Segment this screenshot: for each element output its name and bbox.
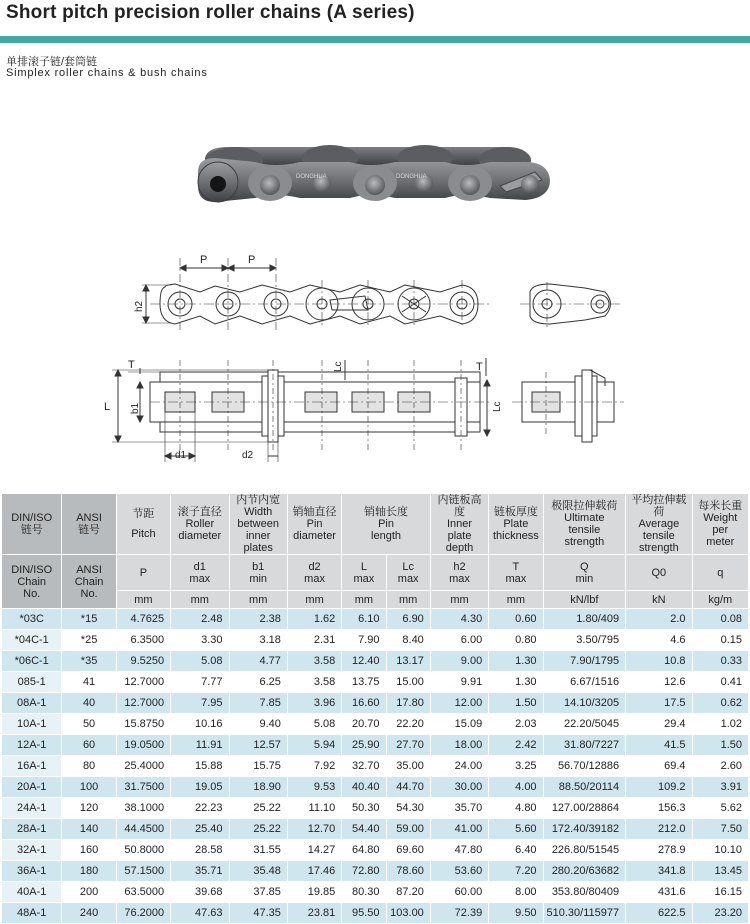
table-cell: 4.77 — [229, 651, 287, 672]
table-cell: 69.4 — [626, 756, 692, 777]
table-cell: 31.7500 — [116, 777, 170, 798]
table-cell: 10A-1 — [2, 714, 62, 735]
table-cell: 140 — [62, 819, 116, 840]
subtitle-english: Simplex roller chains & bush chains — [6, 67, 208, 79]
dim-label-lc1: Lc — [333, 361, 344, 372]
unit-average: kN — [626, 591, 692, 609]
table-cell: 80 — [62, 756, 116, 777]
table-cell: 41.5 — [626, 735, 692, 756]
table-cell: 0.33 — [692, 651, 748, 672]
table-cell: 12.7000 — [116, 672, 170, 693]
sym-average: Q0 — [626, 555, 692, 591]
dim-label-p1: P — [200, 254, 208, 266]
table-cell: 5.08 — [171, 651, 229, 672]
table-cell: 156.3 — [626, 798, 692, 819]
header-roller-diameter: 滚子直径 Roller diameter — [171, 494, 229, 555]
table-cell: 0.41 — [692, 672, 748, 693]
table-cell: 48A-1 — [2, 903, 62, 924]
table-cell: 78.60 — [386, 861, 430, 882]
table-cell: 120 — [62, 798, 116, 819]
table-cell: 3.91 — [692, 777, 748, 798]
table-cell: 20A-1 — [2, 777, 62, 798]
table-cell: 54.30 — [386, 798, 430, 819]
end-plan-view-drawing — [512, 370, 624, 442]
table-row — [2, 651, 749, 672]
table-cell: 12.00 — [430, 693, 488, 714]
table-cell: 5.62 — [692, 798, 748, 819]
table-cell: 7.95 — [171, 693, 229, 714]
sym-width: b1 min — [229, 555, 287, 591]
sym-weight: q — [692, 555, 748, 591]
header-average-strength: 平均拉伸载荷 Average tensile strength — [626, 494, 692, 555]
table-cell: 24A-1 — [2, 798, 62, 819]
sym-plate: T max — [489, 555, 543, 591]
table-cell: 10.16 — [171, 714, 229, 735]
table-cell: 1.50 — [692, 735, 748, 756]
table-cell: 47.35 — [229, 903, 287, 924]
table-cell: 212.0 — [626, 819, 692, 840]
table-cell: 3.18 — [229, 630, 287, 651]
sym-lc: Lc max — [386, 555, 430, 591]
table-cell: 22.23 — [171, 798, 229, 819]
table-cell: 11.91 — [171, 735, 229, 756]
table-cell: 5.08 — [287, 714, 341, 735]
table-cell: 2.03 — [489, 714, 543, 735]
table-cell: 95.50 — [342, 903, 386, 924]
table-cell: 88.50/20114 — [543, 777, 626, 798]
dim-label-d2: d2 — [242, 450, 254, 461]
table-cell: 40A-1 — [2, 882, 62, 903]
table-cell: 13.45 — [692, 861, 748, 882]
table-cell: 59.00 — [386, 819, 430, 840]
table-cell: 64.80 — [342, 840, 386, 861]
table-cell: 6.40 — [489, 840, 543, 861]
header-row-names — [2, 494, 749, 555]
table-cell: 1.30 — [489, 672, 543, 693]
table-cell: 8.00 — [489, 882, 543, 903]
table-cell: 32A-1 — [2, 840, 62, 861]
table-row — [2, 714, 749, 735]
table-row — [2, 756, 749, 777]
table-cell: 16A-1 — [2, 756, 62, 777]
table-cell: 14.27 — [287, 840, 341, 861]
table-cell: 12.6 — [626, 672, 692, 693]
dim-label-h2: h2 — [134, 300, 145, 312]
photo-brand-mark: DONGHUA — [296, 174, 327, 180]
table-row — [2, 840, 749, 861]
header-din-cn: DIN/ISO 链号 — [2, 494, 62, 555]
unit-l: mm — [342, 591, 386, 609]
table-cell: 31.80/7227 — [543, 735, 626, 756]
table-row — [2, 861, 749, 882]
table-cell: 57.1500 — [116, 861, 170, 882]
table-cell: 1.02 — [692, 714, 748, 735]
table-cell: 280.20/63682 — [543, 861, 626, 882]
table-cell: 28A-1 — [2, 819, 62, 840]
table-cell: 47.80 — [430, 840, 488, 861]
table-cell: 7.90/1795 — [543, 651, 626, 672]
table-cell: 25.22 — [229, 798, 287, 819]
header-pin-diameter: 销轴直径 Pin diameter — [287, 494, 341, 555]
dim-label-t2: T — [476, 361, 483, 373]
sym-l: L max — [342, 555, 386, 591]
table-cell: 18.00 — [430, 735, 488, 756]
table-cell: 37.85 — [229, 882, 287, 903]
unit-plate: mm — [489, 591, 543, 609]
table-cell: 9.5250 — [116, 651, 170, 672]
table-cell: 3.58 — [287, 651, 341, 672]
table-cell: 54.40 — [342, 819, 386, 840]
table-cell: *06C-1 — [2, 651, 62, 672]
table-cell: 1.50 — [489, 693, 543, 714]
table-cell: 27.70 — [386, 735, 430, 756]
table-cell: 7.85 — [229, 693, 287, 714]
table-cell: 13.75 — [342, 672, 386, 693]
table-cell: 17.5 — [626, 693, 692, 714]
header-ultimate-strength: 极限拉伸载荷 Ultimate tensile strength — [543, 494, 626, 555]
table-cell: 2.42 — [489, 735, 543, 756]
unit-width: mm — [229, 591, 287, 609]
table-cell: 31.55 — [229, 840, 287, 861]
table-cell: 25.90 — [342, 735, 386, 756]
table-cell: 60 — [62, 735, 116, 756]
table-cell: 0.62 — [692, 693, 748, 714]
photo-brand-mark-2: DONGHUA — [396, 174, 427, 180]
dim-label-lc2: Lc — [492, 401, 503, 412]
table-cell: 19.0500 — [116, 735, 170, 756]
header-ansi-cn: ANSI 链号 — [62, 494, 116, 555]
header-row-symbols — [2, 555, 749, 591]
unit-inner: mm — [430, 591, 488, 609]
table-row — [2, 819, 749, 840]
table-cell: 4.80 — [489, 798, 543, 819]
table-cell: 16.60 — [342, 693, 386, 714]
spec-table-body — [2, 609, 749, 924]
table-cell: *35 — [62, 651, 116, 672]
header-pin-length: 销轴长度 Pin length — [342, 494, 431, 555]
table-cell: 35.00 — [386, 756, 430, 777]
table-cell: 35.70 — [430, 798, 488, 819]
table-row — [2, 630, 749, 651]
table-cell: 9.00 — [430, 651, 488, 672]
table-cell: *03C — [2, 609, 62, 630]
table-cell: 17.80 — [386, 693, 430, 714]
table-cell: 15.88 — [171, 756, 229, 777]
unit-pitch: mm — [116, 591, 170, 609]
table-cell: 15.75 — [229, 756, 287, 777]
table-cell: 127.00/28864 — [543, 798, 626, 819]
table-row — [2, 735, 749, 756]
sym-pitch: P — [116, 555, 170, 591]
table-cell: 7.90 — [342, 630, 386, 651]
table-row — [2, 798, 749, 819]
table-cell: 63.5000 — [116, 882, 170, 903]
table-cell: 32.70 — [342, 756, 386, 777]
table-cell: 44.4500 — [116, 819, 170, 840]
table-cell: 30.00 — [430, 777, 488, 798]
table-cell: 4.7625 — [116, 609, 170, 630]
table-cell: 1.80/409 — [543, 609, 626, 630]
table-cell: 23.20 — [692, 903, 748, 924]
table-cell: 2.48 — [171, 609, 229, 630]
table-row — [2, 777, 749, 798]
table-cell: 2.0 — [626, 609, 692, 630]
table-cell: 23.81 — [287, 903, 341, 924]
end-view-drawing — [520, 282, 620, 328]
table-cell: 18.90 — [229, 777, 287, 798]
unit-pin: mm — [287, 591, 341, 609]
dim-label-b1: b1 — [130, 402, 141, 414]
table-cell: 3.50/795 — [543, 630, 626, 651]
table-cell: 2.38 — [229, 609, 287, 630]
table-cell: 72.80 — [342, 861, 386, 882]
table-cell: 085-1 — [2, 672, 62, 693]
table-cell: 0.60 — [489, 609, 543, 630]
table-cell: 278.9 — [626, 840, 692, 861]
table-cell: 6.25 — [229, 672, 287, 693]
table-cell: 44.70 — [386, 777, 430, 798]
table-cell: 40 — [62, 693, 116, 714]
table-cell: 12.70 — [287, 819, 341, 840]
table-cell: 53.60 — [430, 861, 488, 882]
table-row — [2, 882, 749, 903]
table-cell: 9.50 — [489, 903, 543, 924]
table-cell: 100 — [62, 777, 116, 798]
page-title: Short pitch precision roller chains (A series) — [6, 2, 415, 23]
table-cell: 7.20 — [489, 861, 543, 882]
table-cell: 353.80/80409 — [543, 882, 626, 903]
table-cell: 6.3500 — [116, 630, 170, 651]
table-cell: 6.67/1516 — [543, 672, 626, 693]
sym-pin: d2 max — [287, 555, 341, 591]
table-cell: 38.1000 — [116, 798, 170, 819]
header-ansi-en: ANSI Chain No. — [62, 555, 116, 609]
table-cell: 510.30/115977 — [543, 903, 626, 924]
table-cell: 20.70 — [342, 714, 386, 735]
table-cell: 103.00 — [386, 903, 430, 924]
table-cell: 50 — [62, 714, 116, 735]
subtitle-chinese: 单排滚子链/套筒链 — [6, 56, 98, 68]
table-cell: 50.8000 — [116, 840, 170, 861]
table-cell: 9.91 — [430, 672, 488, 693]
table-cell: 12.7000 — [116, 693, 170, 714]
spec-table — [1, 493, 749, 924]
plan-view-drawing — [112, 358, 490, 462]
table-cell: 12.57 — [229, 735, 287, 756]
table-cell: 160 — [62, 840, 116, 861]
table-cell: 9.40 — [229, 714, 287, 735]
table-cell: 25.4000 — [116, 756, 170, 777]
table-cell: 0.15 — [692, 630, 748, 651]
table-row — [2, 693, 749, 714]
dim-label-p2: P — [248, 254, 256, 266]
table-cell: 12.40 — [342, 651, 386, 672]
table-cell: 39.68 — [171, 882, 229, 903]
table-cell: 14.10/3205 — [543, 693, 626, 714]
dim-label-d1: d1 — [175, 450, 187, 461]
table-cell: 36A-1 — [2, 861, 62, 882]
table-cell: 13.17 — [386, 651, 430, 672]
table-cell: 109.2 — [626, 777, 692, 798]
table-cell: 15.8750 — [116, 714, 170, 735]
table-cell: 200 — [62, 882, 116, 903]
table-cell: 7.92 — [287, 756, 341, 777]
table-cell: 19.05 — [171, 777, 229, 798]
table-cell: 4.00 — [489, 777, 543, 798]
table-cell: 240 — [62, 903, 116, 924]
table-cell: 3.25 — [489, 756, 543, 777]
table-cell: 35.71 — [171, 861, 229, 882]
table-cell: 40.40 — [342, 777, 386, 798]
table-cell: 28.58 — [171, 840, 229, 861]
header-din-en: DIN/ISO Chain No. — [2, 555, 62, 609]
table-cell: 76.2000 — [116, 903, 170, 924]
header-inner-plate-depth: 内链板高度 Inner plate depth — [430, 494, 488, 555]
table-cell: 0.08 — [692, 609, 748, 630]
table-cell: 10.8 — [626, 651, 692, 672]
table-cell: 6.90 — [386, 609, 430, 630]
table-cell: 6.00 — [430, 630, 488, 651]
table-cell: 29.4 — [626, 714, 692, 735]
table-cell: 41 — [62, 672, 116, 693]
table-cell: 25.40 — [171, 819, 229, 840]
table-cell: 15.00 — [386, 672, 430, 693]
table-cell: 25.22 — [229, 819, 287, 840]
table-cell: 35.48 — [229, 861, 287, 882]
table-cell: 3.30 — [171, 630, 229, 651]
table-cell: 11.10 — [287, 798, 341, 819]
dim-label-t1: T — [128, 359, 135, 371]
table-cell: 24.00 — [430, 756, 488, 777]
table-cell: 08A-1 — [2, 693, 62, 714]
table-cell: 5.94 — [287, 735, 341, 756]
header-pitch: 节距 Pitch — [116, 494, 170, 555]
table-cell: 1.30 — [489, 651, 543, 672]
table-cell: 2.60 — [692, 756, 748, 777]
unit-lc: mm — [386, 591, 430, 609]
table-cell: 3.58 — [287, 672, 341, 693]
dim-label-l: L — [104, 401, 111, 413]
sym-ultimate: Q min — [543, 555, 626, 591]
table-cell: 172.40/39182 — [543, 819, 626, 840]
header-inner-width: 内节内宽 Width between inner plates — [229, 494, 287, 555]
table-cell: 80.30 — [342, 882, 386, 903]
table-cell: 622.5 — [626, 903, 692, 924]
table-cell: 60.00 — [430, 882, 488, 903]
table-cell: *04C-1 — [2, 630, 62, 651]
table-cell: 47.63 — [171, 903, 229, 924]
table-cell: *15 — [62, 609, 116, 630]
table-cell: 56.70/12886 — [543, 756, 626, 777]
table-cell: 1.62 — [287, 609, 341, 630]
table-cell: 6.10 — [342, 609, 386, 630]
header-plate-thickness: 链板厚度 Plate thickness — [489, 494, 543, 555]
table-cell: 226.80/51545 — [543, 840, 626, 861]
sym-inner: h2 max — [430, 555, 488, 591]
table-cell: 69.60 — [386, 840, 430, 861]
table-row — [2, 903, 749, 924]
table-cell: 22.20/5045 — [543, 714, 626, 735]
table-cell: 19.85 — [287, 882, 341, 903]
sym-roller: d1 max — [171, 555, 229, 591]
table-cell: 16.15 — [692, 882, 748, 903]
table-cell: 3.96 — [287, 693, 341, 714]
table-cell: 72.39 — [430, 903, 488, 924]
table-cell: 180 — [62, 861, 116, 882]
table-cell: 10.10 — [692, 840, 748, 861]
table-cell: 9.53 — [287, 777, 341, 798]
table-cell: 41.00 — [430, 819, 488, 840]
table-cell: 431.6 — [626, 882, 692, 903]
table-cell: *25 — [62, 630, 116, 651]
table-cell: 17.46 — [287, 861, 341, 882]
table-cell: 4.30 — [430, 609, 488, 630]
table-cell: 87.20 — [386, 882, 430, 903]
table-cell: 12A-1 — [2, 735, 62, 756]
table-cell: 341.8 — [626, 861, 692, 882]
table-cell: 7.50 — [692, 819, 748, 840]
table-cell: 5.60 — [489, 819, 543, 840]
table-cell: 7.77 — [171, 672, 229, 693]
unit-roller: mm — [171, 591, 229, 609]
unit-weight: kg/m — [692, 591, 748, 609]
table-cell: 50.30 — [342, 798, 386, 819]
table-cell: 22.20 — [386, 714, 430, 735]
table-cell: 15.09 — [430, 714, 488, 735]
side-view-drawing — [142, 258, 490, 330]
table-cell: 2.31 — [287, 630, 341, 651]
table-row — [2, 672, 749, 693]
table-cell: 8.40 — [386, 630, 430, 651]
header-weight-per-meter: 每米长重 Weight per meter — [692, 494, 748, 555]
table-row — [2, 609, 749, 630]
table-cell: 0.80 — [489, 630, 543, 651]
unit-ultimate: kN/lbf — [543, 591, 626, 609]
table-cell: 4.6 — [626, 630, 692, 651]
